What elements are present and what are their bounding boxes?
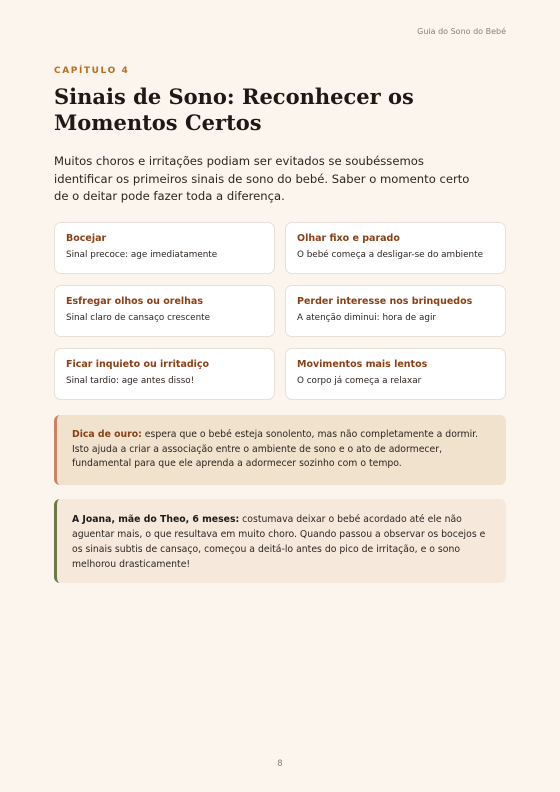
sign-card	[285, 285, 506, 337]
sign-card-description: Sinal precoce: age imediatamente	[66, 250, 218, 260]
sign-card-title: Movimentos mais lentos	[297, 359, 428, 370]
sign-card-title: Esfregar olhos ou orelhas	[66, 296, 203, 307]
page-number: 8	[277, 759, 283, 769]
sign-card-description: Sinal claro de cansaço crescente	[66, 313, 211, 323]
sign-card-title: Perder interesse nos brinquedos	[297, 296, 473, 307]
tip-text: espera que o bebé esteja sonolento, mas não completamente a dormir. Isto ajuda a criar a associação entre o ambiente de sono e o ato de adormecer, fundamental para que ele aprenda a adormecer sozinho com o tempo.	[72, 429, 479, 469]
sign-card-title: Olhar fixo e parado	[297, 233, 400, 244]
sign-card-description: A atenção diminui: hora de agir	[297, 313, 437, 323]
sign-card-title: Bocejar	[66, 233, 107, 244]
sign-card	[54, 348, 275, 400]
sign-card	[285, 222, 506, 274]
sign-card	[285, 348, 506, 400]
running-header: Guia do Sono do Bebé	[417, 27, 506, 36]
page-title: Sinais de Sono: Reconhecer os Momentos Certos	[54, 84, 414, 135]
sign-card-title: Ficar inquieto ou irritadiço	[66, 359, 210, 370]
testimonial-callout	[54, 499, 506, 583]
sign-card-description: O bebé começa a desligar-se do ambiente	[297, 250, 483, 260]
sign-card	[54, 285, 275, 337]
testimonial-text: costumava deixar o bebé acordado até ele não aguentar mais, o que resultava em muito choro. Quando passou a observar os bocejos e os sinais subtis de cansaço, começou a deitá-lo antes do pico de irritação, e o sono melhorou drasticamente!	[72, 514, 486, 570]
tip-label: Dica de ouro:	[72, 429, 142, 440]
sleep-signs-grid	[54, 222, 506, 400]
sign-card-description: Sinal tardio: age antes disso!	[66, 376, 195, 386]
chapter-label: CAPÍTULO 4	[54, 66, 130, 76]
sign-card-description: O corpo já começa a relaxar	[297, 376, 422, 386]
intro-paragraph: Muitos choros e irritações podiam ser evitados se soubéssemos identificar os primeiros sinais de sono do bebé. Saber o momento certo de o deitar pode fazer toda a diferença.	[54, 154, 470, 203]
tip-callout	[54, 415, 506, 485]
testimonial-label: A Joana, mãe do Theo, 6 meses:	[72, 514, 240, 525]
sign-card	[54, 222, 275, 274]
